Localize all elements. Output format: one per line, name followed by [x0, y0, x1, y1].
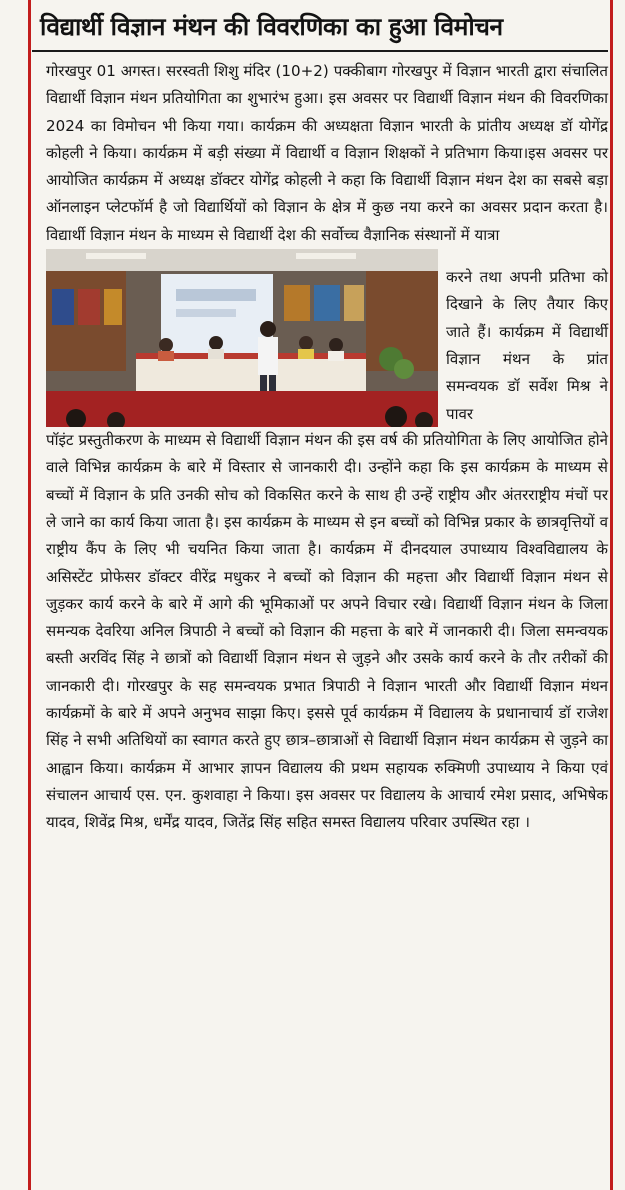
headline-bar	[32, 0, 608, 52]
article-paragraph-side: करने तथा अपनी प्रतिभा को दिखाने के लिए तैयार किए जाते हैं। कार्यक्रम में विद्यार्थी विज्ञान मंथन के प्रांत समन्वयक डॉ सर्वेश मिश्र ने पावर	[446, 268, 608, 423]
right-red-rule	[610, 0, 613, 1190]
event-photo	[46, 249, 438, 427]
article-body	[46, 58, 608, 837]
left-red-rule	[28, 0, 31, 1190]
photo-row	[46, 249, 608, 427]
article-paragraph-top: गोरखपुर 01 अगस्त। सरस्वती शिशु मंदिर (10+2) पक्कीबाग गोरखपुर में विज्ञान भारती द्वारा संचालित विद्यार्थी विज्ञान मंथन प्रतियोगिता का शुभारंभ हुआ। इस अवसर पर विद्यार्थी विज्ञान मंथन की विवरणिका 2024 का विमोचन भी किया गया। कार्यक्रम की अध्यक्षता विज्ञान भारती के प्रांतीय अध्यक्ष डॉ योगेंद्र कोहली ने किया। कार्यक्रम में बड़ी संख्या में विद्यार्थी व विज्ञान शिक्षकों ने प्रतिभाग किया।इस अवसर पर आयोजित कार्यक्रम में अध्यक्ष डॉक्टर योगेंद्र कोहली ने कहा कि विद्यार्थी विज्ञान मंथन देश का सबसे बड़ा ऑनलाइन प्लेटफॉर्म है जो विद्यार्थियों को विज्ञान के क्षेत्र में कुछ नया करने का अवसर प्रदान करता है। विद्यार्थी विज्ञान मंथन के माध्यम से विद्यार्थी देश की सर्वोच्च वैज्ञानिक संस्थानों में यात्रा	[46, 62, 608, 244]
headline: विद्यार्थी विज्ञान मंथन की विवरणिका का हुआ विमोचन	[40, 12, 503, 41]
article-paragraph-bottom: पॉइंट प्रस्तुतीकरण के माध्यम से विद्यार्थी विज्ञान मंथन की इस वर्ष की प्रतियोगिता के लिए आयोजित होने वाले विभिन्न कार्यक्रम के बारे में विस्तार से जानकारी दी। उन्होंने कहा कि इस कार्यक्रम के माध्यम से बच्चों में विज्ञान के प्रति उनकी सोच को विकसित करने के साथ ही उन्हें राष्ट्रीय और अंतरराष्ट्रीय मंचों पर ले जाने का कार्य किया जाता है। इस कार्यक्रम के माध्यम से इन बच्चों को विभिन्न प्रकार के छात्रवृत्तियों व राष्ट्रीय कैंप के लिए भी चयनित किया जाता है। कार्यक्रम में दीनदयाल उपाध्याय विश्वविद्यालय के असिस्टेंट प्रोफेसर डॉक्टर वीरेंद्र मधुकर ने बच्चों को विज्ञान की महत्ता और विद्यार्थी विज्ञान मंथन से जुड़कर कार्य करने के बारे में आगे की भूमिकाओं पर अपने विचार रखे। विद्यार्थी विज्ञान मंथन के जिला समन्यक देवरिया अनिल त्रिपाठी ने बच्चों को विज्ञान की महत्ता के बारे में जानकारी दी। जिला समन्वयक बस्ती अरविंद सिंह ने छात्रों को विद्यार्थी विज्ञान मंथन से जुड़ने और उसके कार्य करने के तौर तरीकों की जानकारी दी। गोरखपुर के सह समन्वयक प्रभात त्रिपाठी ने विज्ञान भारती और विद्यार्थी विज्ञान मंथन कार्यक्रमों के बारे में अपने अनुभव साझा किए। इससे पूर्व कार्यक्रम में विद्यालय के प्रधानाचार्य डॉ राजेश सिंह ने सभी अतिथियों का स्वागत करते हुए छात्र–छात्राओं से विद्यार्थी विज्ञान मंथन कार्यक्रम से जुड़ने का आह्वान किया। कार्यक्रम में आभार ज्ञापन विद्यालय की प्रथम सहायक रुक्मिणी उपाध्याय ने किया एवं संचालन आचार्य एस. एन. कुशवाहा ने किया। इस अवसर पर विद्यालय के आचार्य रमेश प्रसाद, अभिषेक यादव, शिवेंद्र मिश्र, धर्मेंद्र यादव, जितेंद्र सिंह सहित समस्त विद्यालय परिवार उपस्थित रहा ।	[46, 431, 608, 832]
event-photo-illustration	[46, 249, 438, 427]
